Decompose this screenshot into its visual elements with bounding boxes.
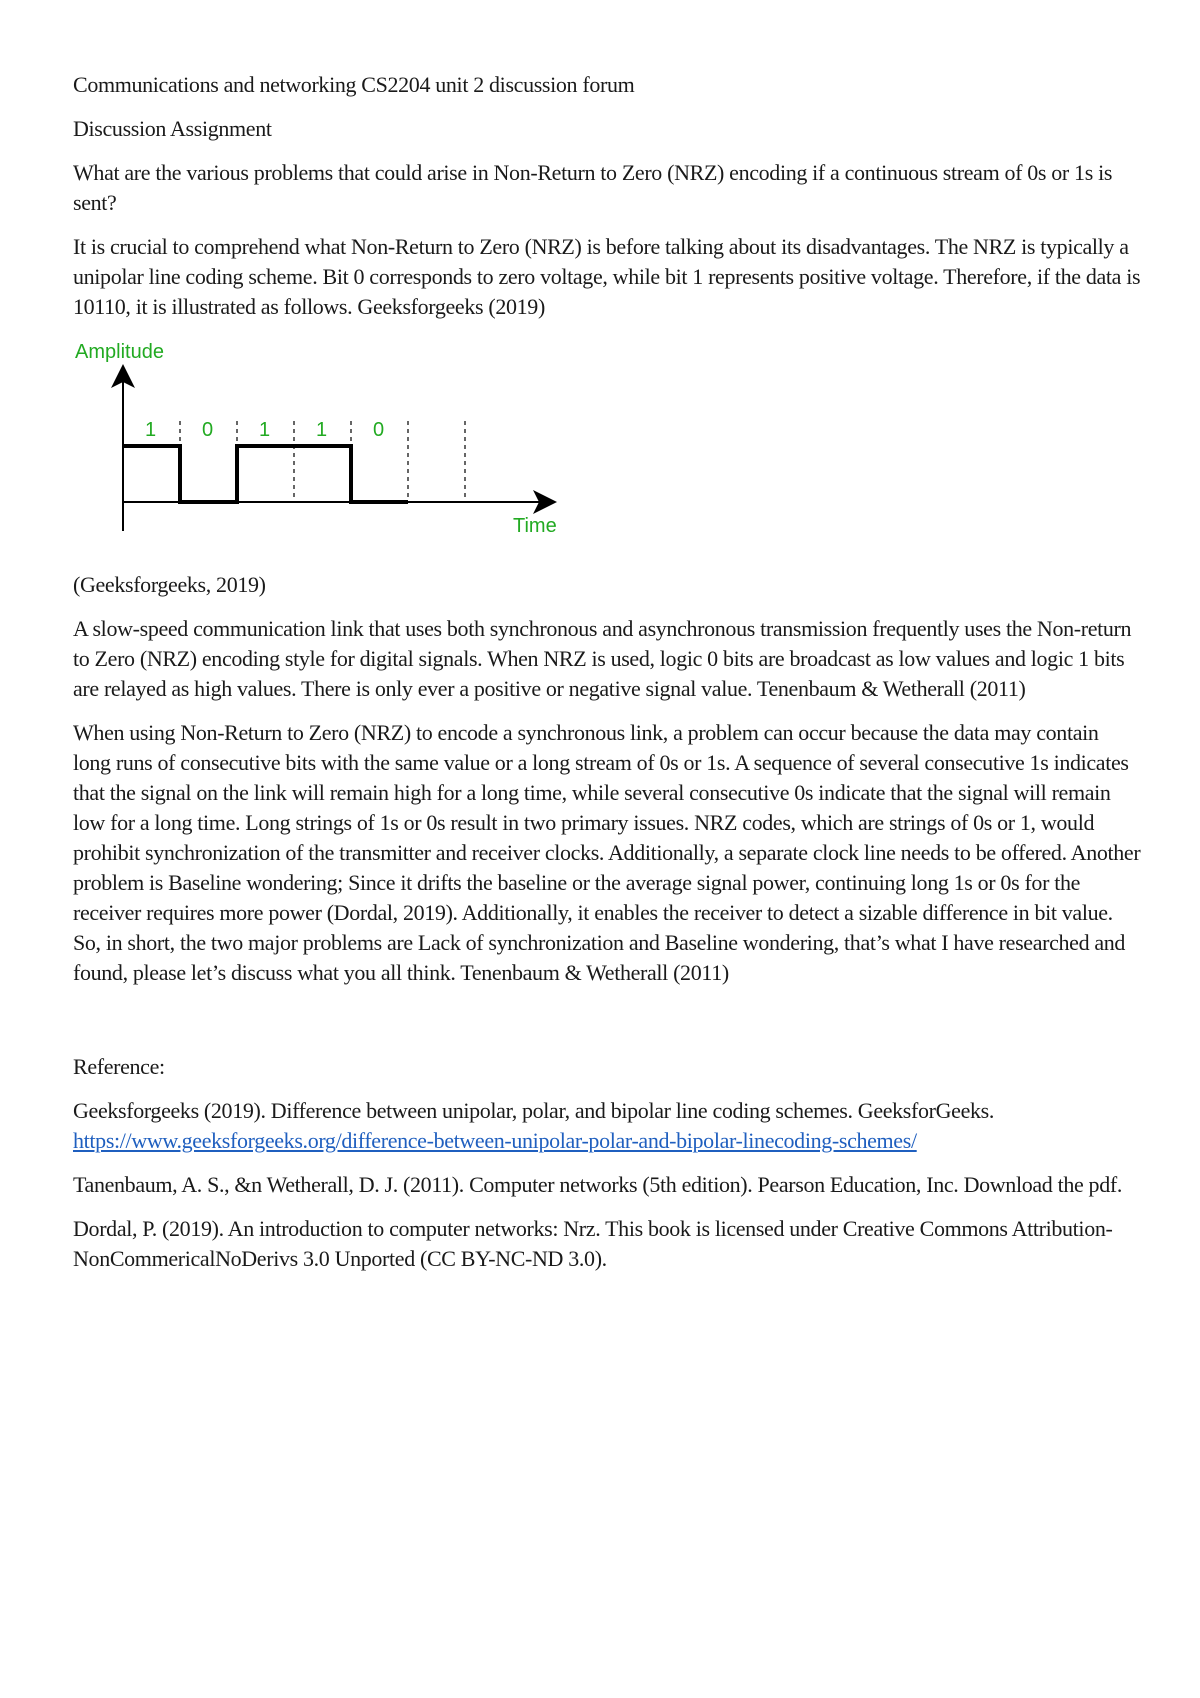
reference-item: Dordal, P. (2019). An introduction to computer networks: Nrz. This book is licensed under Creative Commons Attribution-NonCommericalNoDerivs 3.0 Unported (CC BY-NC-ND 3.0). — [73, 1216, 1113, 1271]
question-paragraph: What are the various problems that could arise in Non-Return to Zero (NRZ) encoding if a continuous stream of 0s or 1s is sent? — [73, 160, 1113, 215]
reference-heading: Reference: — [73, 1054, 165, 1079]
document-subtitle: Discussion Assignment — [73, 116, 272, 141]
bit-label: 1 — [144, 419, 157, 441]
nrz-diagram — [73, 336, 593, 566]
nrz-signal-line — [123, 446, 408, 502]
figure-caption: (Geeksforgeeks, 2019) — [73, 572, 266, 597]
bit-label: 1 — [258, 419, 271, 441]
bit-label: 0 — [201, 419, 214, 441]
reference-text: Geeksforgeeks (2019). Difference between unipolar, polar, and bipolar line coding schemes. GeeksforGeeks. — [73, 1098, 995, 1123]
reference-item — [73, 1096, 1141, 1156]
document-page — [73, 70, 1141, 1288]
nrz-diagram-svg — [73, 336, 593, 566]
body-paragraph-2: A slow-speed communication link that uses both synchronous and asynchronous transmission frequently uses the Non-return to Zero (NRZ) encoding style for digital signals. When NRZ is used, logic 0 bits are broadcast as low values and logic 1 bits are relayed as high values. There is only ever a positive or negative signal value. Tenenbaum & Wetherall (2011) — [73, 616, 1132, 701]
body-paragraph-3: When using Non-Return to Zero (NRZ) to encode a synchronous link, a problem can occur because the data may contain long runs of consecutive bits with the same value or a long stream of 0s or 1s. A sequence of several consecutive 1s indicates that the signal on the link will remain high for a long time, while several consecutive 0s indicate that the signal will remain low for a long time. Long strings of 1s or 0s result in two primary issues. NRZ codes, which are strings of 0s or 1, would prohibit synchronization of the transmitter and receiver clocks. Additionally, a separate clock line needs to be offered. Another problem is Baseline wondering; Since it drifts the baseline or the average signal power, continuing long 1s or 0s for the receiver requires more power (Dordal, 2019). Additionally, it enables the receiver to detect a sizable difference in bit value. So, in short, the two major problems are Lack of synchronization and Baseline wondering, that’s what I have researched and found, please let’s discuss what you all think. Tenenbaum & Wetherall (2011) — [73, 720, 1141, 985]
document-title: Communications and networking CS2204 unit 2 discussion forum — [73, 72, 635, 97]
reference-link[interactable]: https://www.geeksforgeeks.org/difference-between-unipolar-polar-and-bipolar-linecoding-schemes/ — [73, 1128, 917, 1153]
x-axis-label: Time — [513, 515, 557, 537]
bit-label: 1 — [315, 419, 328, 441]
intro-paragraph: It is crucial to comprehend what Non-Return to Zero (NRZ) is before talking about its disadvantages. The NRZ is typically a unipolar line coding scheme. Bit 0 corresponds to zero voltage, while bit 1 represents positive voltage. Therefore, if the data is 10110, it is illustrated as follows. Geeksforgeeks (2019) — [73, 234, 1141, 319]
reference-item: Tanenbaum, A. S., &n Wetherall, D. J. (2011). Computer networks (5th edition). Pearson Education, Inc. Download the pdf. — [73, 1172, 1122, 1197]
bit-label: 0 — [372, 419, 385, 441]
y-axis-label: Amplitude — [75, 341, 164, 363]
